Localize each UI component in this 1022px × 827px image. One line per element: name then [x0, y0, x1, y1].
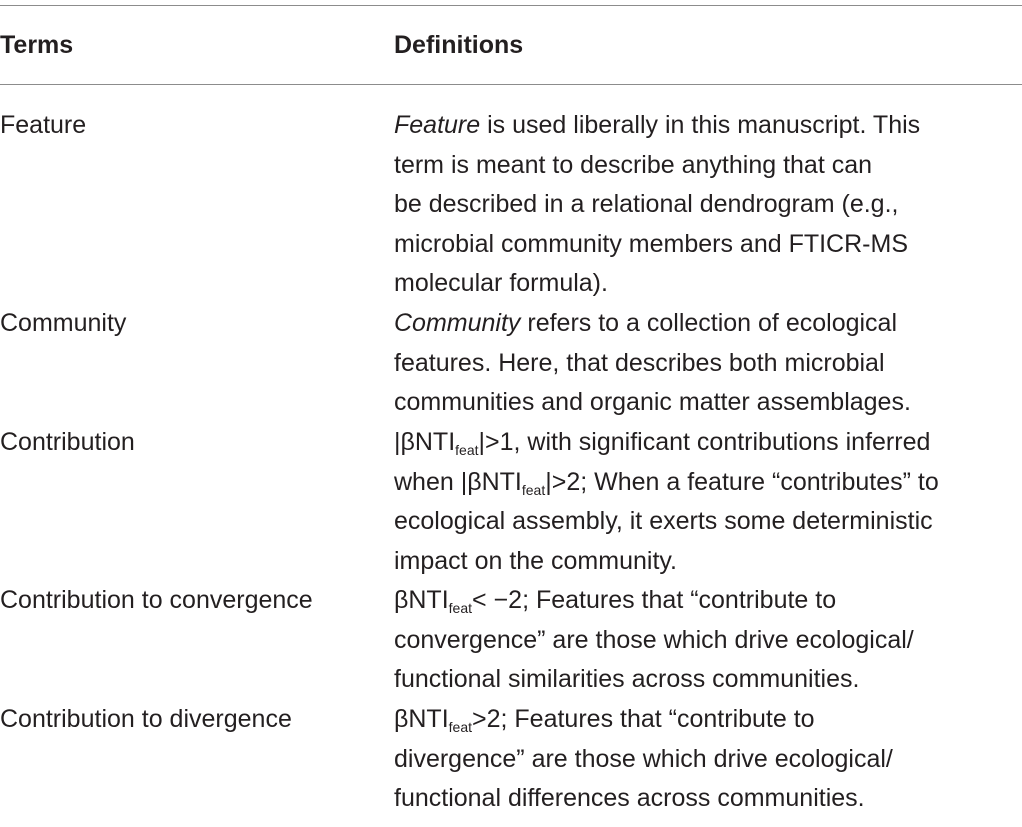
text: |>1, with significant contributions inferred: [478, 428, 931, 456]
header-definitions: Definitions: [394, 31, 524, 59]
definition-line: communities and organic matter assemblages.: [394, 388, 911, 416]
definition-line: [394, 581, 1022, 621]
text: < −2; Features that “contribute to: [472, 586, 837, 614]
emphasis: Community: [394, 309, 521, 337]
definition-line: divergence” are those which drive ecological/: [394, 744, 893, 773]
subscript: feat: [455, 442, 479, 458]
definition-line: ecological assembly, it exerts some deterministic: [394, 507, 933, 535]
definition-line: [394, 423, 1022, 463]
header-rule: [0, 84, 1022, 85]
definition-line: [394, 463, 1022, 503]
term-contribution: Contribution: [0, 428, 135, 456]
definition-line: functional similarities across communities.: [394, 665, 860, 693]
term-feature: Feature: [0, 111, 87, 139]
definition-line: term is meant to describe anything that can: [394, 150, 873, 179]
term-contribution-to-convergence: Contribution to convergence: [0, 586, 313, 614]
definition-contribution-to-convergence: [394, 581, 1022, 700]
definition-line: [394, 106, 1022, 146]
term-contribution-to-divergence: Contribution to divergence: [0, 705, 292, 733]
text: >2; Features that “contribute to: [472, 705, 815, 733]
text: |>2; When a feature “contributes” to: [545, 467, 939, 496]
definition-contribution: [394, 423, 1022, 581]
subscript: feat: [448, 600, 473, 616]
text: is used liberally in this manuscript. This: [480, 111, 921, 139]
definition-feature: [394, 106, 1022, 304]
emphasis: Feature: [394, 111, 481, 139]
text: βNTI: [394, 586, 449, 614]
term-community: Community: [0, 309, 127, 337]
definition-contribution-to-divergence: [394, 700, 1022, 819]
definition-line: molecular formula).: [394, 269, 608, 297]
header-terms: Terms: [0, 31, 74, 59]
definition-line: features. Here, that describes both microbial: [394, 348, 885, 377]
text: refers to a collection of ecological: [520, 309, 898, 337]
definition-line: convergence” are those which drive ecological/: [394, 625, 914, 654]
text: βNTI: [394, 705, 449, 733]
table-top-rule: [0, 5, 1022, 6]
definition-line: be described in a relational dendrogram (e.g.,: [394, 190, 899, 218]
text: |βNTI: [394, 428, 456, 456]
definition-line: [394, 304, 1022, 344]
subscript: feat: [521, 481, 546, 498]
definition-line: impact on the community.: [394, 546, 677, 575]
subscript: feat: [448, 719, 473, 735]
text: when |βNTI: [394, 467, 522, 496]
definition-community: [394, 304, 1022, 423]
definition-line: [394, 700, 1022, 740]
definition-line: microbial community members and FTICR-MS: [394, 229, 908, 258]
definition-line: functional differences across communities.: [394, 784, 865, 812]
